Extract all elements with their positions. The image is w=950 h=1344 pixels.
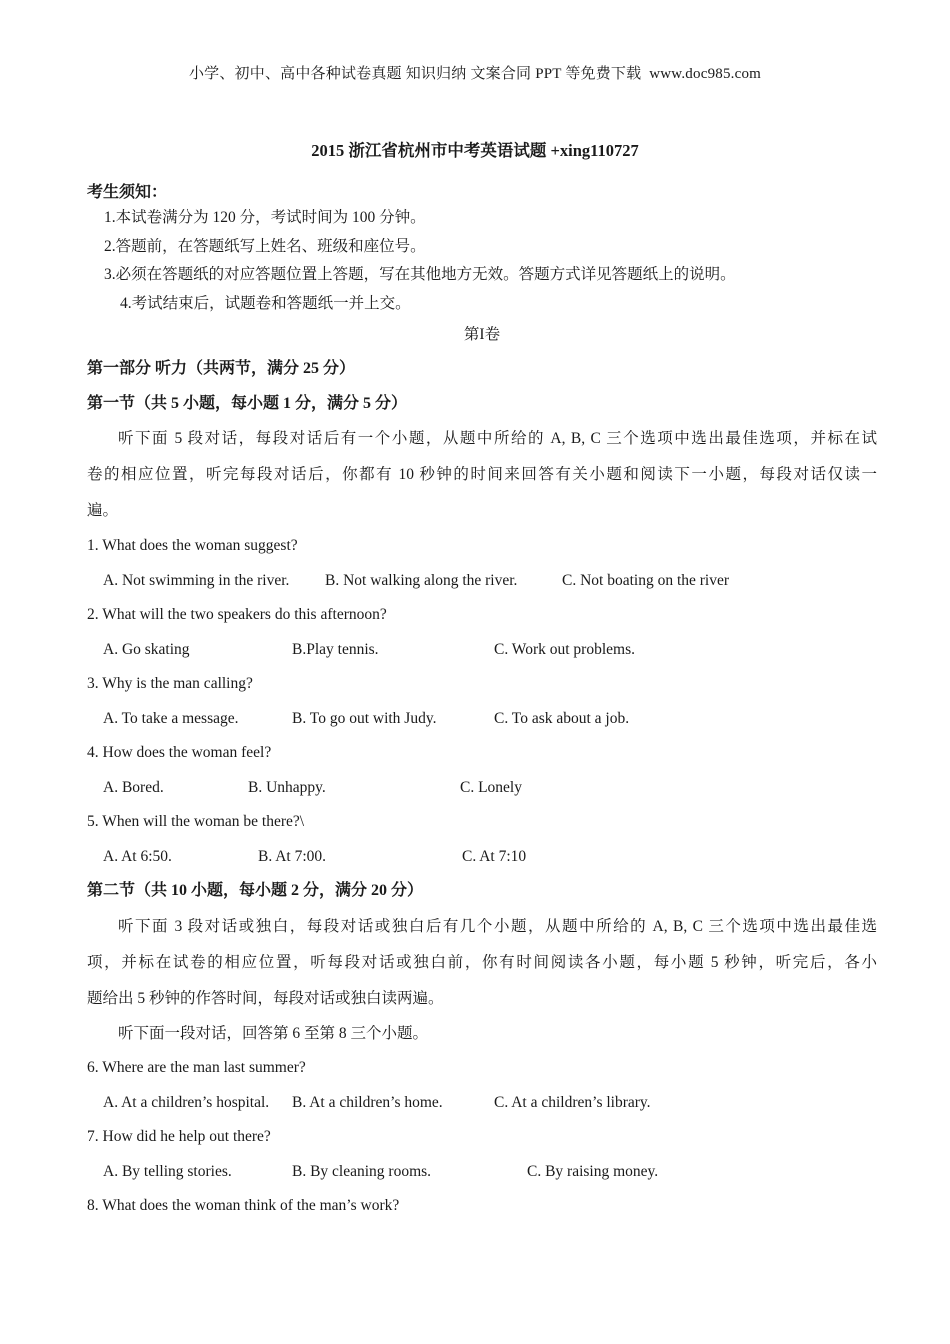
section2-heading: 第二节（共 10 小题，每小题 2 分，满分 20 分） — [87, 882, 424, 899]
section1-intro-line-3: 遍。 — [87, 502, 119, 519]
question-4-option-c: C. Lonely — [460, 778, 522, 796]
section2-intro-line-2: 项，并标在试卷的相应位置，听每段对话或独白前，你有时间阅读各小题，每小题 5 秒钟，听完后，各小 — [87, 953, 877, 971]
volume-heading: 第I卷 — [463, 326, 501, 343]
question-8: 8. What does the woman think of the man’s work? — [87, 1197, 400, 1214]
question-7-options — [87, 1155, 877, 1190]
question-6-option-a: A. At a children’s hospital. — [103, 1093, 270, 1111]
question-2-option-b: B.Play tennis. — [292, 640, 379, 658]
question-2-options — [87, 633, 877, 668]
question-1-option-c: C. Not boating on the river — [562, 571, 730, 589]
question-2-option-c: C. Work out problems. — [494, 640, 635, 658]
notice-heading: 考生须知： — [87, 184, 168, 201]
question-4: 4. How does the woman feel? — [87, 744, 272, 761]
question-2-option-a: A. Go skating — [103, 640, 190, 658]
section2-intro-line-3: 题给出 5 秒钟的作答时间，每段对话或独白读两遍。 — [87, 989, 444, 1007]
question-1: 1. What does the woman suggest? — [87, 537, 298, 554]
question-5-option-c: C. At 7:10 — [462, 847, 527, 865]
part1-heading: 第一部分 听力（共两节，满分 25 分） — [87, 360, 356, 377]
question-3: 3. Why is the man calling? — [87, 675, 253, 692]
notice-item-3: 3.必须在答题纸的对应答题位置上答题，写在其他地方无效。答题方式详见答题纸上的说明。 — [104, 266, 736, 283]
question-3-option-c: C. To ask about a job. — [494, 709, 630, 727]
question-1-option-b: B. Not walking along the river. — [325, 571, 518, 589]
question-6-option-b: B. At a children’s home. — [292, 1093, 443, 1111]
question-7: 7. How did he help out there? — [87, 1128, 271, 1145]
doc-title: 2015 浙江省杭州市中考英语试题 +xing110727 — [311, 141, 639, 160]
question-5-option-b: B. At 7:00. — [258, 847, 327, 865]
question-1-options — [87, 564, 877, 599]
notice-item-1: 1.本试卷满分为 120 分，考试时间为 100 分钟。 — [104, 209, 426, 226]
section1-intro-line-2: 卷的相应位置，听完每段对话后，你都有 10 秒钟的时间来回答有关小题和阅读下一小题，每段对话仅读一 — [87, 466, 877, 483]
question-5-option-a: A. At 6:50. — [103, 847, 172, 865]
site-header-text: 小学、初中、高中各种试卷真题 知识归纳 文案合同 PPT 等免费下载 www.doc985.com — [188, 66, 762, 82]
question-4-option-a: A. Bored. — [103, 778, 164, 796]
question-3-option-b: B. To go out with Judy. — [292, 709, 437, 727]
question-4-option-b: B. Unhappy. — [248, 778, 326, 796]
document-body — [0, 182, 950, 1224]
question-7-option-c: C. By raising money. — [527, 1162, 659, 1180]
question-7-option-b: B. By cleaning rooms. — [292, 1162, 432, 1180]
question-5-options — [87, 840, 877, 875]
notice-item-2: 2.答题前，在答题纸写上姓名、班级和座位号。 — [104, 237, 426, 255]
section2-intro-line-1: 听下面 3 段对话或独白，每段对话或独白后有几个小题，从题中所给的 A, B, C 三个选项中选出最佳选 — [118, 917, 877, 935]
question-6-option-c: C. At a children’s library. — [494, 1093, 651, 1111]
question-3-option-a: A. To take a message. — [103, 709, 239, 727]
question-1-option-a: A. Not swimming in the river. — [103, 571, 290, 589]
question-6-options — [87, 1086, 877, 1121]
question-4-options — [87, 771, 877, 806]
question-6: 6. Where are the man last summer? — [87, 1059, 306, 1076]
question-2: 2. What will the two speakers do this afternoon? — [87, 606, 387, 623]
question-3-options — [87, 702, 877, 737]
section1-intro-line-1: 听下面 5 段对话，每段对话后有一个小题，从题中所给的 A, B, C 三个选项中选出最佳选项，并标在试 — [118, 430, 877, 447]
dialog-note: 听下面一段对话，回答第 6 至第 8 三个小题。 — [118, 1024, 429, 1042]
question-7-option-a: A. By telling stories. — [103, 1162, 232, 1180]
notice-item-4: 4.考试结束后，试题卷和答题纸一并上交。 — [120, 294, 411, 312]
question-5: 5. When will the woman be there?\ — [87, 813, 305, 830]
section1-heading: 第一节（共 5 小题，每小题 1 分，满分 5 分） — [87, 394, 408, 412]
